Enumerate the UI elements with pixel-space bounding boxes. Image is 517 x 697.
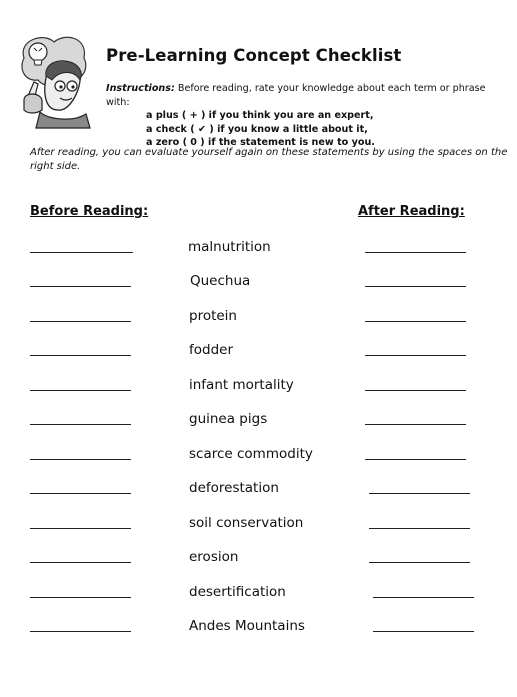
- instruction-option-plus: a plus ( + ) if you think you are an expert,: [146, 110, 374, 121]
- term-label: erosion: [189, 549, 239, 565]
- term-label: malnutrition: [188, 239, 271, 255]
- term-label: Andes Mountains: [189, 618, 305, 634]
- before-blank[interactable]: [30, 459, 131, 460]
- after-blank[interactable]: [365, 321, 466, 322]
- checklist-row: [0, 584, 517, 604]
- before-blank[interactable]: [30, 493, 131, 494]
- term-label: scarce commodity: [189, 446, 313, 462]
- before-blank[interactable]: [30, 321, 131, 322]
- after-blank[interactable]: [369, 562, 470, 563]
- after-blank[interactable]: [373, 597, 474, 598]
- after-reading-header: After Reading:: [358, 204, 465, 219]
- checklist-row: [0, 308, 517, 328]
- checklist-row: [0, 239, 517, 259]
- checklist-row: [0, 446, 517, 466]
- after-blank[interactable]: [365, 459, 466, 460]
- before-reading-header: Before Reading:: [30, 204, 149, 219]
- term-label: guinea pigs: [189, 411, 268, 427]
- after-blank[interactable]: [365, 424, 466, 425]
- checklist-row: [0, 273, 517, 293]
- term-label: protein: [189, 308, 237, 324]
- after-blank[interactable]: [365, 355, 466, 356]
- term-label: Quechua: [190, 273, 251, 289]
- term-label: fodder: [189, 342, 234, 358]
- checklist-row: [0, 618, 517, 638]
- before-blank[interactable]: [30, 286, 131, 287]
- after-blank[interactable]: [365, 390, 466, 391]
- before-blank[interactable]: [30, 424, 131, 425]
- after-blank[interactable]: [369, 493, 470, 494]
- checklist-row: [0, 515, 517, 535]
- after-blank[interactable]: [373, 631, 474, 632]
- checklist-row: [0, 549, 517, 569]
- instruction-option-check: a check ( ✔ ) if you know a little about it,: [146, 123, 368, 135]
- checklist-row: [0, 480, 517, 500]
- after-reading-note: After reading, you can evaluate yourself again on these statements by using the spaces on the right side.: [30, 147, 508, 172]
- page-title: Pre-Learning Concept Checklist: [106, 46, 402, 65]
- before-blank[interactable]: [30, 252, 133, 253]
- before-blank[interactable]: [30, 528, 131, 529]
- term-label: desertification: [189, 584, 286, 600]
- instructions-block: [106, 82, 511, 150]
- checklist-row: [0, 411, 517, 431]
- after-blank[interactable]: [365, 252, 466, 253]
- before-blank[interactable]: [30, 562, 131, 563]
- before-blank[interactable]: [30, 597, 131, 598]
- before-blank[interactable]: [30, 631, 131, 632]
- before-blank[interactable]: [30, 355, 131, 356]
- instruction-option-zero: a zero ( 0 ) if the statement is new to you.: [146, 137, 375, 148]
- term-label: deforestation: [189, 480, 279, 496]
- after-blank[interactable]: [365, 286, 466, 287]
- instructions-text: Before reading, rate your knowledge about each term or phrase with:: [106, 83, 486, 108]
- checklist-row: [0, 342, 517, 362]
- checklist-row: [0, 377, 517, 397]
- after-blank[interactable]: [369, 528, 470, 529]
- before-blank[interactable]: [30, 390, 131, 391]
- term-label: soil conservation: [189, 515, 304, 531]
- term-label: infant mortality: [189, 377, 294, 393]
- instructions-label: Instructions:: [106, 83, 175, 94]
- thinking-child-clipart: [14, 30, 100, 130]
